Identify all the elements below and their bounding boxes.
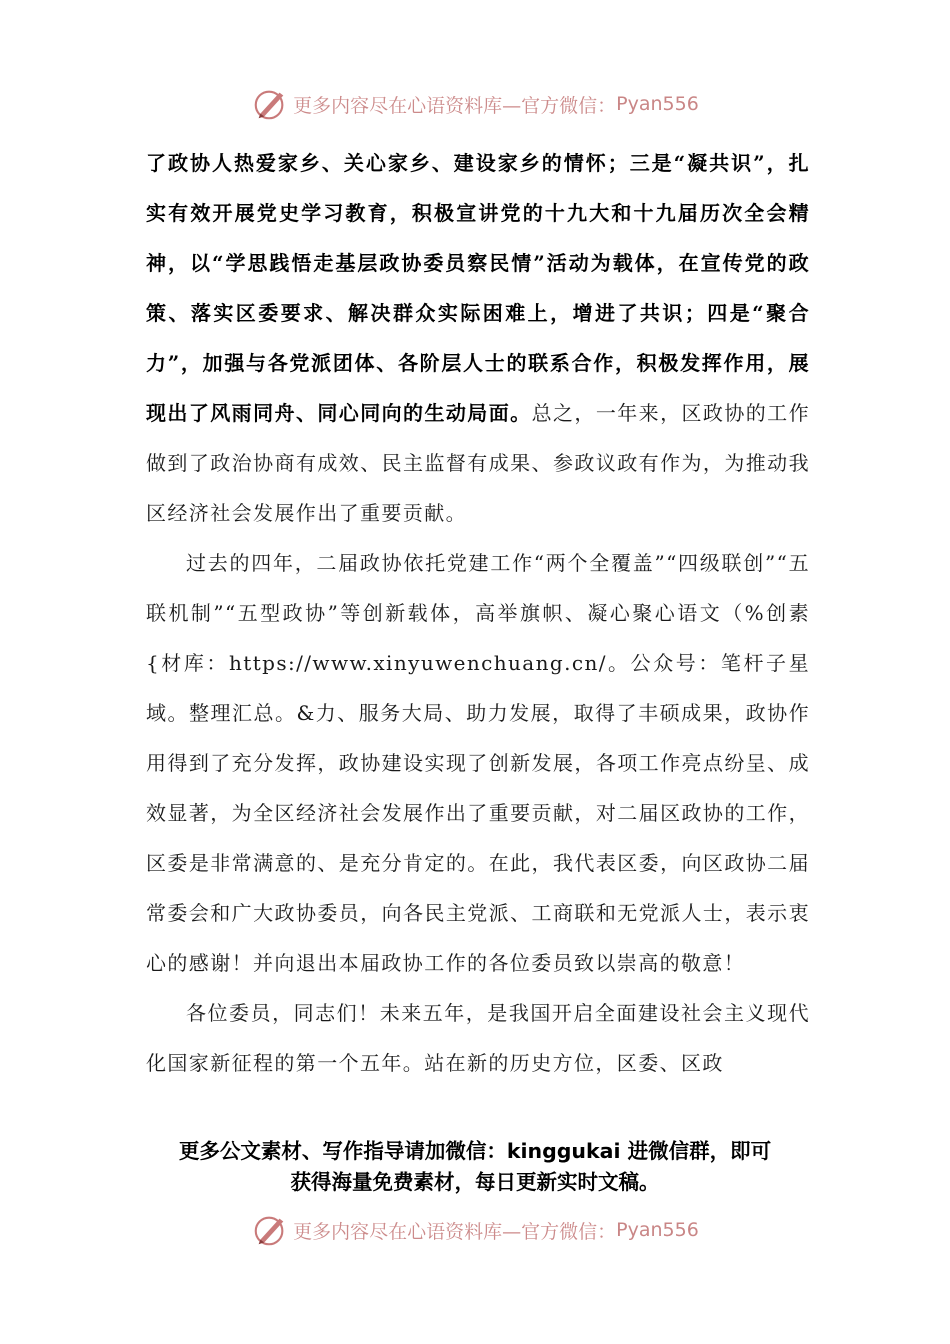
promo-line-2: 获得海量免费素材，每日更新实时文稿。 [290,1170,660,1194]
paragraph-2: 过去的四年，二届政协依托党建工作“两个全覆盖”“四级联创”“五联机制”“五型政协”等创新载体，高举旗帜、凝心聚心语文（%创素{材库：https://www.xinyuwenchuang.cn/。公众号：笔杆子星域。整理汇总。&力、服务大局、助力发展，取得了丰硕成果，政协作用得到了充分发挥，政协建设实现了创新发展，各项工作亮点纷呈、成效显著，为全区经济社会发展作出了重要贡献，对二届区政协的工作，区委是非常满意的、是充分肯定的。在此，我代表区委，向区政协二届常委会和广大政协委员，向各民主党派、工商联和无党派人士，表示衷心的感谢！并向退出本届政协工作的各位委员致以崇高的敬意！ [146,551,810,975]
watermark-text: 更多内容尽在心语资料库—官方微信： [293,94,617,117]
paragraph-3: 各位委员，同志们！未来五年，是我国开启全面建设社会主义现代化国家新征程的第一个五年。站在新的历史方位，区委、区政 [146,1001,810,1075]
paragraph-1-bold: 了政协人热爱家乡、关心家乡、建设家乡的情怀；三是“凝共识”，扎实有效开展党史学习教育，积极宣讲党的十九大和十九届历次全会精神，以“学思践悟走基层政协委员察民情”活动为载体，在宣传党的政策、落实区委要求、解决群众实际困难上，增进了共识；四是“聚合力”，加强与各党派团体、各阶层人士的联系合作，积极发挥作用，展现出了风雨同舟、同心同向的生动局面。 [146,151,810,425]
watermark-id: Pyan556 [616,93,699,115]
footer-watermark [0,1210,950,1250]
watermark-id: Pyan556 [616,1219,699,1241]
pen-circle-logo-icon [251,1211,289,1249]
promo-line-1: 更多公文素材、写作指导请加微信：kinggukai 进微信群，即可 [178,1139,772,1163]
pen-circle-logo-icon [251,85,289,123]
paragraph-1-rest: 总之，一年来，区政协的工作做到了政治协商有成效、民主监督有成果、参政议政有作为，为推动我区经济社会发展作出了重要贡献。 [146,401,810,525]
header-watermark [0,84,950,124]
paragraph-1 [146,138,810,538]
document-body [146,138,810,1088]
promo-banner [0,1136,950,1198]
watermark-text: 更多内容尽在心语资料库—官方微信： [293,1220,617,1243]
